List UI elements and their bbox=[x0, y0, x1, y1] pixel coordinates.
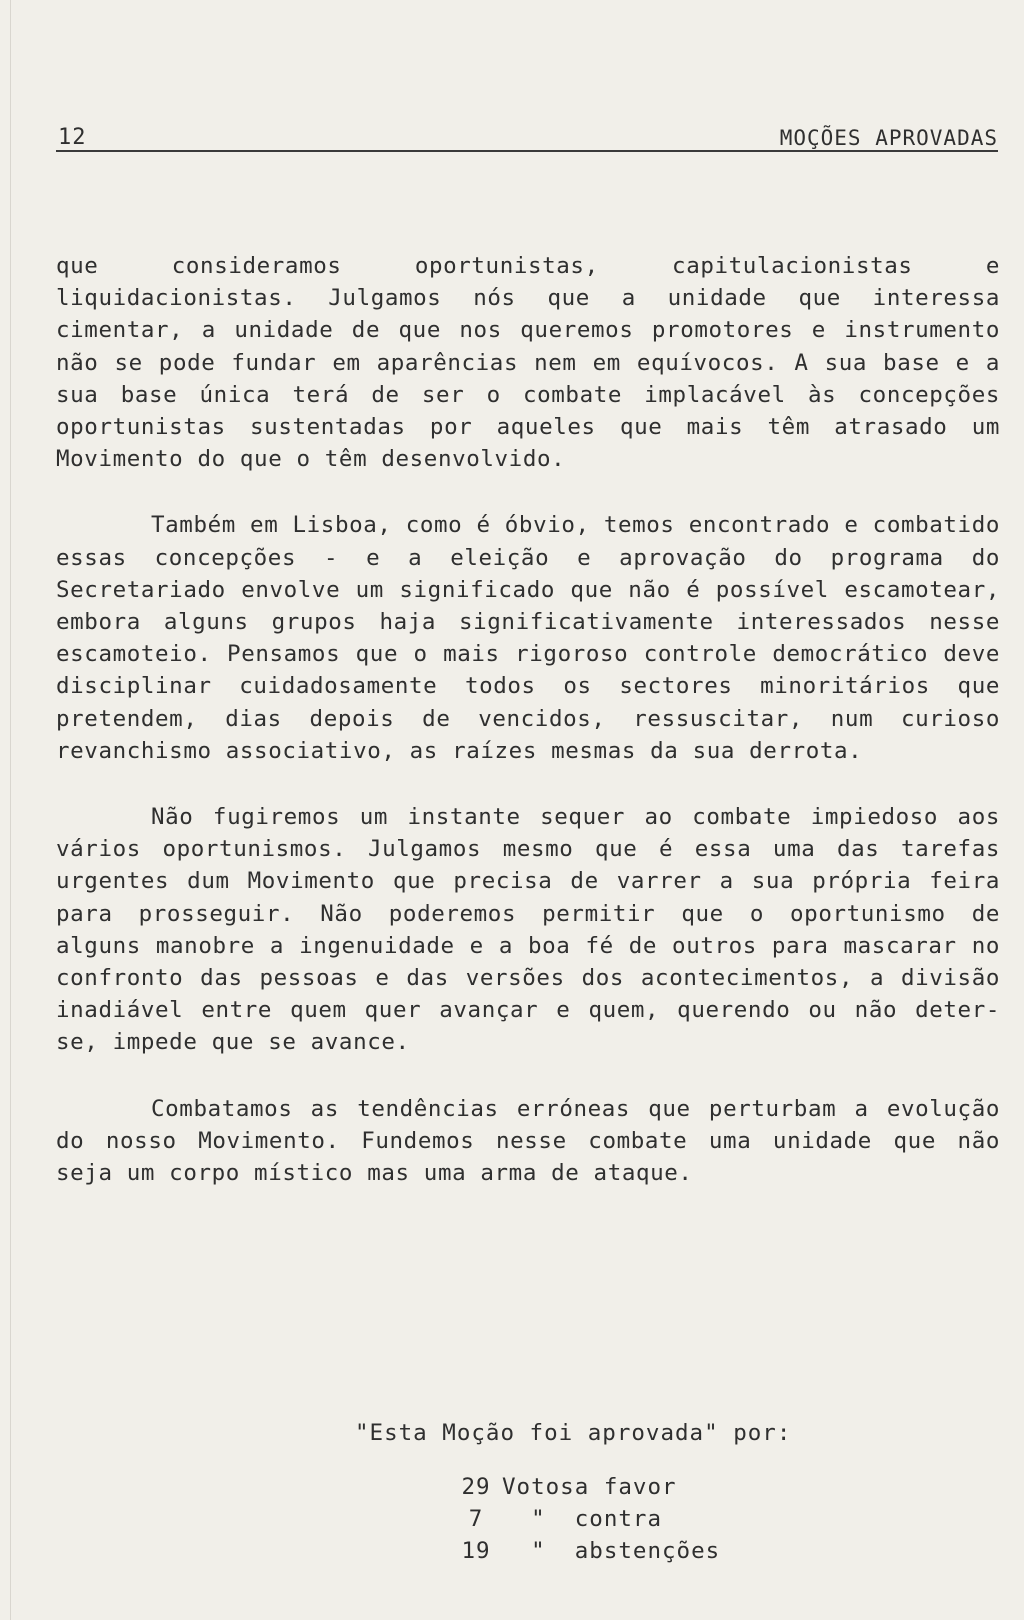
paragraph-3: Não fugiremos um instante sequer ao combate impiedoso aos vários oportunismos. Julgamos mesmo que é essa uma das tarefas urgentes dum Movimento que precisa de varrer a sua própria feira para prosseguir. Não poderemos permitir que o oportunismo de alguns manobre a ingenuidade e a boa fé de outros para mascarar no confronto das pessoas e das versões dos acontecimentos, a divisão inadiável entre quem quer avançar e quem, querendo ou não deter-se, impede que se avance. bbox=[56, 804, 1000, 1056]
vote-row bbox=[450, 1506, 720, 1538]
ditto-mark: " bbox=[531, 1506, 546, 1532]
page-edge bbox=[10, 0, 11, 1620]
vote-result bbox=[355, 1420, 995, 1570]
vote-count: 7 bbox=[468, 1506, 484, 1532]
page-number: 12 bbox=[58, 125, 87, 150]
running-title: MOÇÕES APROVADAS bbox=[779, 126, 998, 150]
vote-count: 29 bbox=[461, 1474, 491, 1500]
vote-unit: Votos bbox=[502, 1474, 575, 1500]
paragraph-1: que consideramos oportunistas, capitulacionistas e liquidacionistas. Julgamos nós que a unidade que interessa cimentar, a unidade de que nos queremos promotores e instrumento não se pode fundar em aparências nem em equívocos. A sua base e a sua base única terá de ser o combate implacável às concepções oportunistas sustentadas por aqueles que mais têm atrasado um Movimento do que o têm desenvolvido. bbox=[56, 253, 1000, 473]
vote-label: abstenções bbox=[574, 1538, 721, 1564]
vote-row bbox=[450, 1538, 720, 1570]
vote-label: contra bbox=[574, 1506, 663, 1532]
page-header bbox=[56, 110, 998, 152]
vote-row bbox=[450, 1474, 720, 1506]
ditto-mark: " bbox=[531, 1538, 546, 1564]
body-text bbox=[56, 250, 1000, 1189]
vote-count: 19 bbox=[461, 1538, 491, 1564]
paragraph-2: Também em Lisboa, como é óbvio, temos encontrado e combatido essas concepções - e a eleição e aprovação do programa do Secretariado envolve um significado que não é possível escamotear, embora alguns grupos haja significativamente interessados nesse escamoteio. Pensamos que o mais rigoroso controle democrático deve disciplinar cuidadosamente todos os sectores minoritários que pretendem, dias depois de vencidos, ressuscitar, num curioso revanchismo associativo, as raízes mesmas da sua derrota. bbox=[56, 512, 1000, 764]
paragraph-4: Combatamos as tendências erróneas que perturbam a evolução do nosso Movimento. Fundemos nesse combate uma unidade que não seja um corpo místico mas uma arma de ataque. bbox=[56, 1095, 1000, 1187]
vote-title: "Esta Moção foi aprovada" por: bbox=[355, 1420, 792, 1446]
vote-table bbox=[450, 1474, 720, 1570]
vote-label: a favor bbox=[574, 1474, 677, 1500]
